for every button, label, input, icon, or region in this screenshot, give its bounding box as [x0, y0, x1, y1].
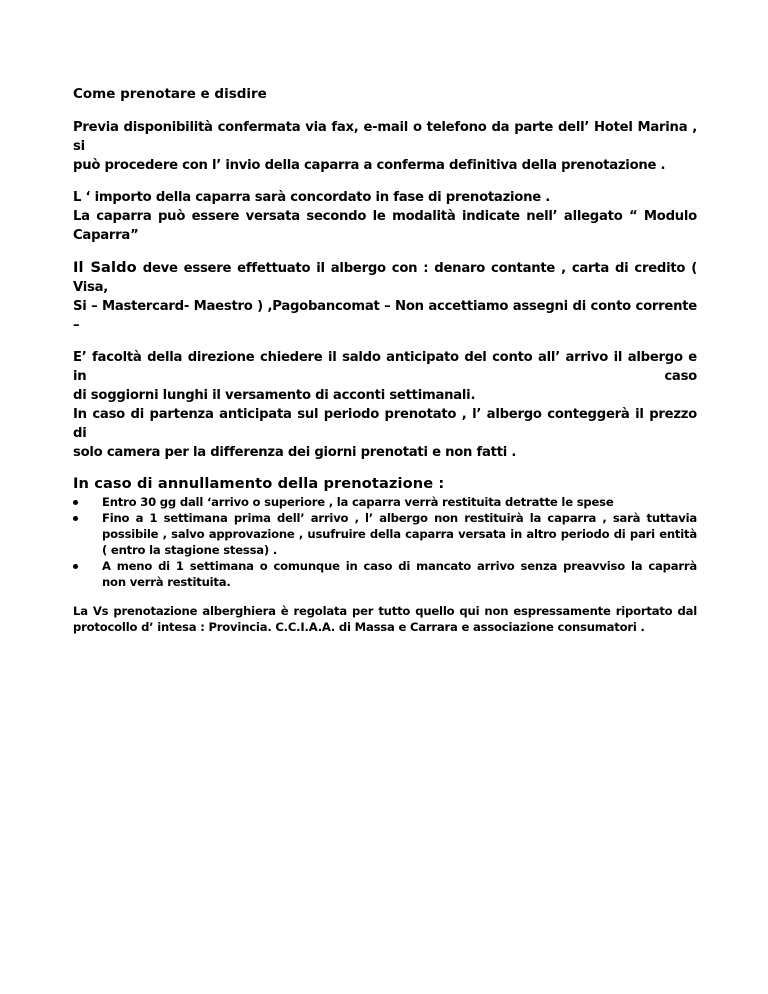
cancellation-list [73, 494, 697, 590]
balance-line-2: Si – Mastercard- Maestro ) ,Pagobancomat – Non accettiamo assegni di conto corrente – [73, 299, 697, 333]
cancellation-item-1-line-1: Entro 30 gg dall ‘arrivo o superiore , la caparra verrà restituita detratte le spese [102, 495, 614, 509]
balance-line-1-rest: deve essere effettuato il albergo con : denaro contante , carta di credito ( Visa, [73, 261, 697, 295]
bullet-icon [73, 516, 78, 521]
cancellation-item-2-line-2: possibile , salvo approvazione , usufruire della caparra versata in altro periodo di pari entità [102, 527, 697, 541]
balance-line-1 [73, 258, 697, 297]
cancellation-item-2-line-3: ( entro la stagione stessa) . [102, 543, 278, 557]
availability-line-1: Previa disponibilità confermata via fax, e-mail o telefono da parte dell’ Hotel Marina , si [73, 120, 697, 154]
balance-lead: Il Saldo [73, 259, 137, 276]
document-title: Come prenotare e disdire [73, 86, 267, 102]
cancellation-item-3 [73, 558, 697, 590]
cancellation-item-3-line-2: non verrà restituita. [102, 575, 231, 589]
bullet-icon [73, 564, 78, 569]
document-page [73, 85, 697, 635]
deposit-line-2: La caparra può essere versata secondo le modalità indicate nell’ allegato “ Modulo [73, 209, 697, 224]
protocol-line-1: La Vs prenotazione alberghiera è regolata per tutto quello qui non espressamente riportato dal [73, 604, 697, 618]
deposit-paragraph [73, 188, 697, 245]
cancellation-item-2-line-1: Fino a 1 settimana prima dell’ arrivo , l’ albergo non restituirà la caparra , sarà tuttavia [102, 511, 697, 525]
protocol-line-2: protocollo d’ intesa : Provincia. C.C.I.A.A. di Massa e Carrara e associazione consumatori . [73, 620, 645, 634]
deposit-line-3: Caparra” [73, 228, 139, 243]
advance-payment-paragraph [73, 348, 697, 462]
availability-line-2: può procedere con l’ invio della caparra a conferma definitiva della prenotazione . [73, 158, 666, 173]
advance-line-1: E’ facoltà della direzione chiedere il saldo anticipato del conto all’ arrivo il albergo e in caso [73, 350, 697, 384]
deposit-line-1: L ‘ importo della caparra sarà concordato in fase di prenotazione . [73, 190, 551, 205]
advance-line-3: In caso di partenza anticipata sul periodo prenotato , l’ albergo conteggerà il prezzo di [73, 407, 697, 441]
cancellation-item-3-line-1: A meno di 1 settimana o comunque in caso di mancato arrivo senza preavviso la caparrà [102, 559, 697, 573]
protocol-paragraph [73, 603, 697, 635]
cancellation-item-1 [73, 494, 697, 510]
balance-paragraph [73, 258, 697, 335]
advance-line-2: di soggiorni lunghi il versamento di acconti settimanali. [73, 388, 476, 403]
cancellation-item-2 [73, 510, 697, 558]
availability-paragraph [73, 118, 697, 175]
cancellation-heading: In caso di annullamento della prenotazione : [73, 475, 445, 492]
bullet-icon [73, 500, 78, 505]
advance-line-4: solo camera per la differenza dei giorni prenotati e non fatti . [73, 445, 517, 460]
